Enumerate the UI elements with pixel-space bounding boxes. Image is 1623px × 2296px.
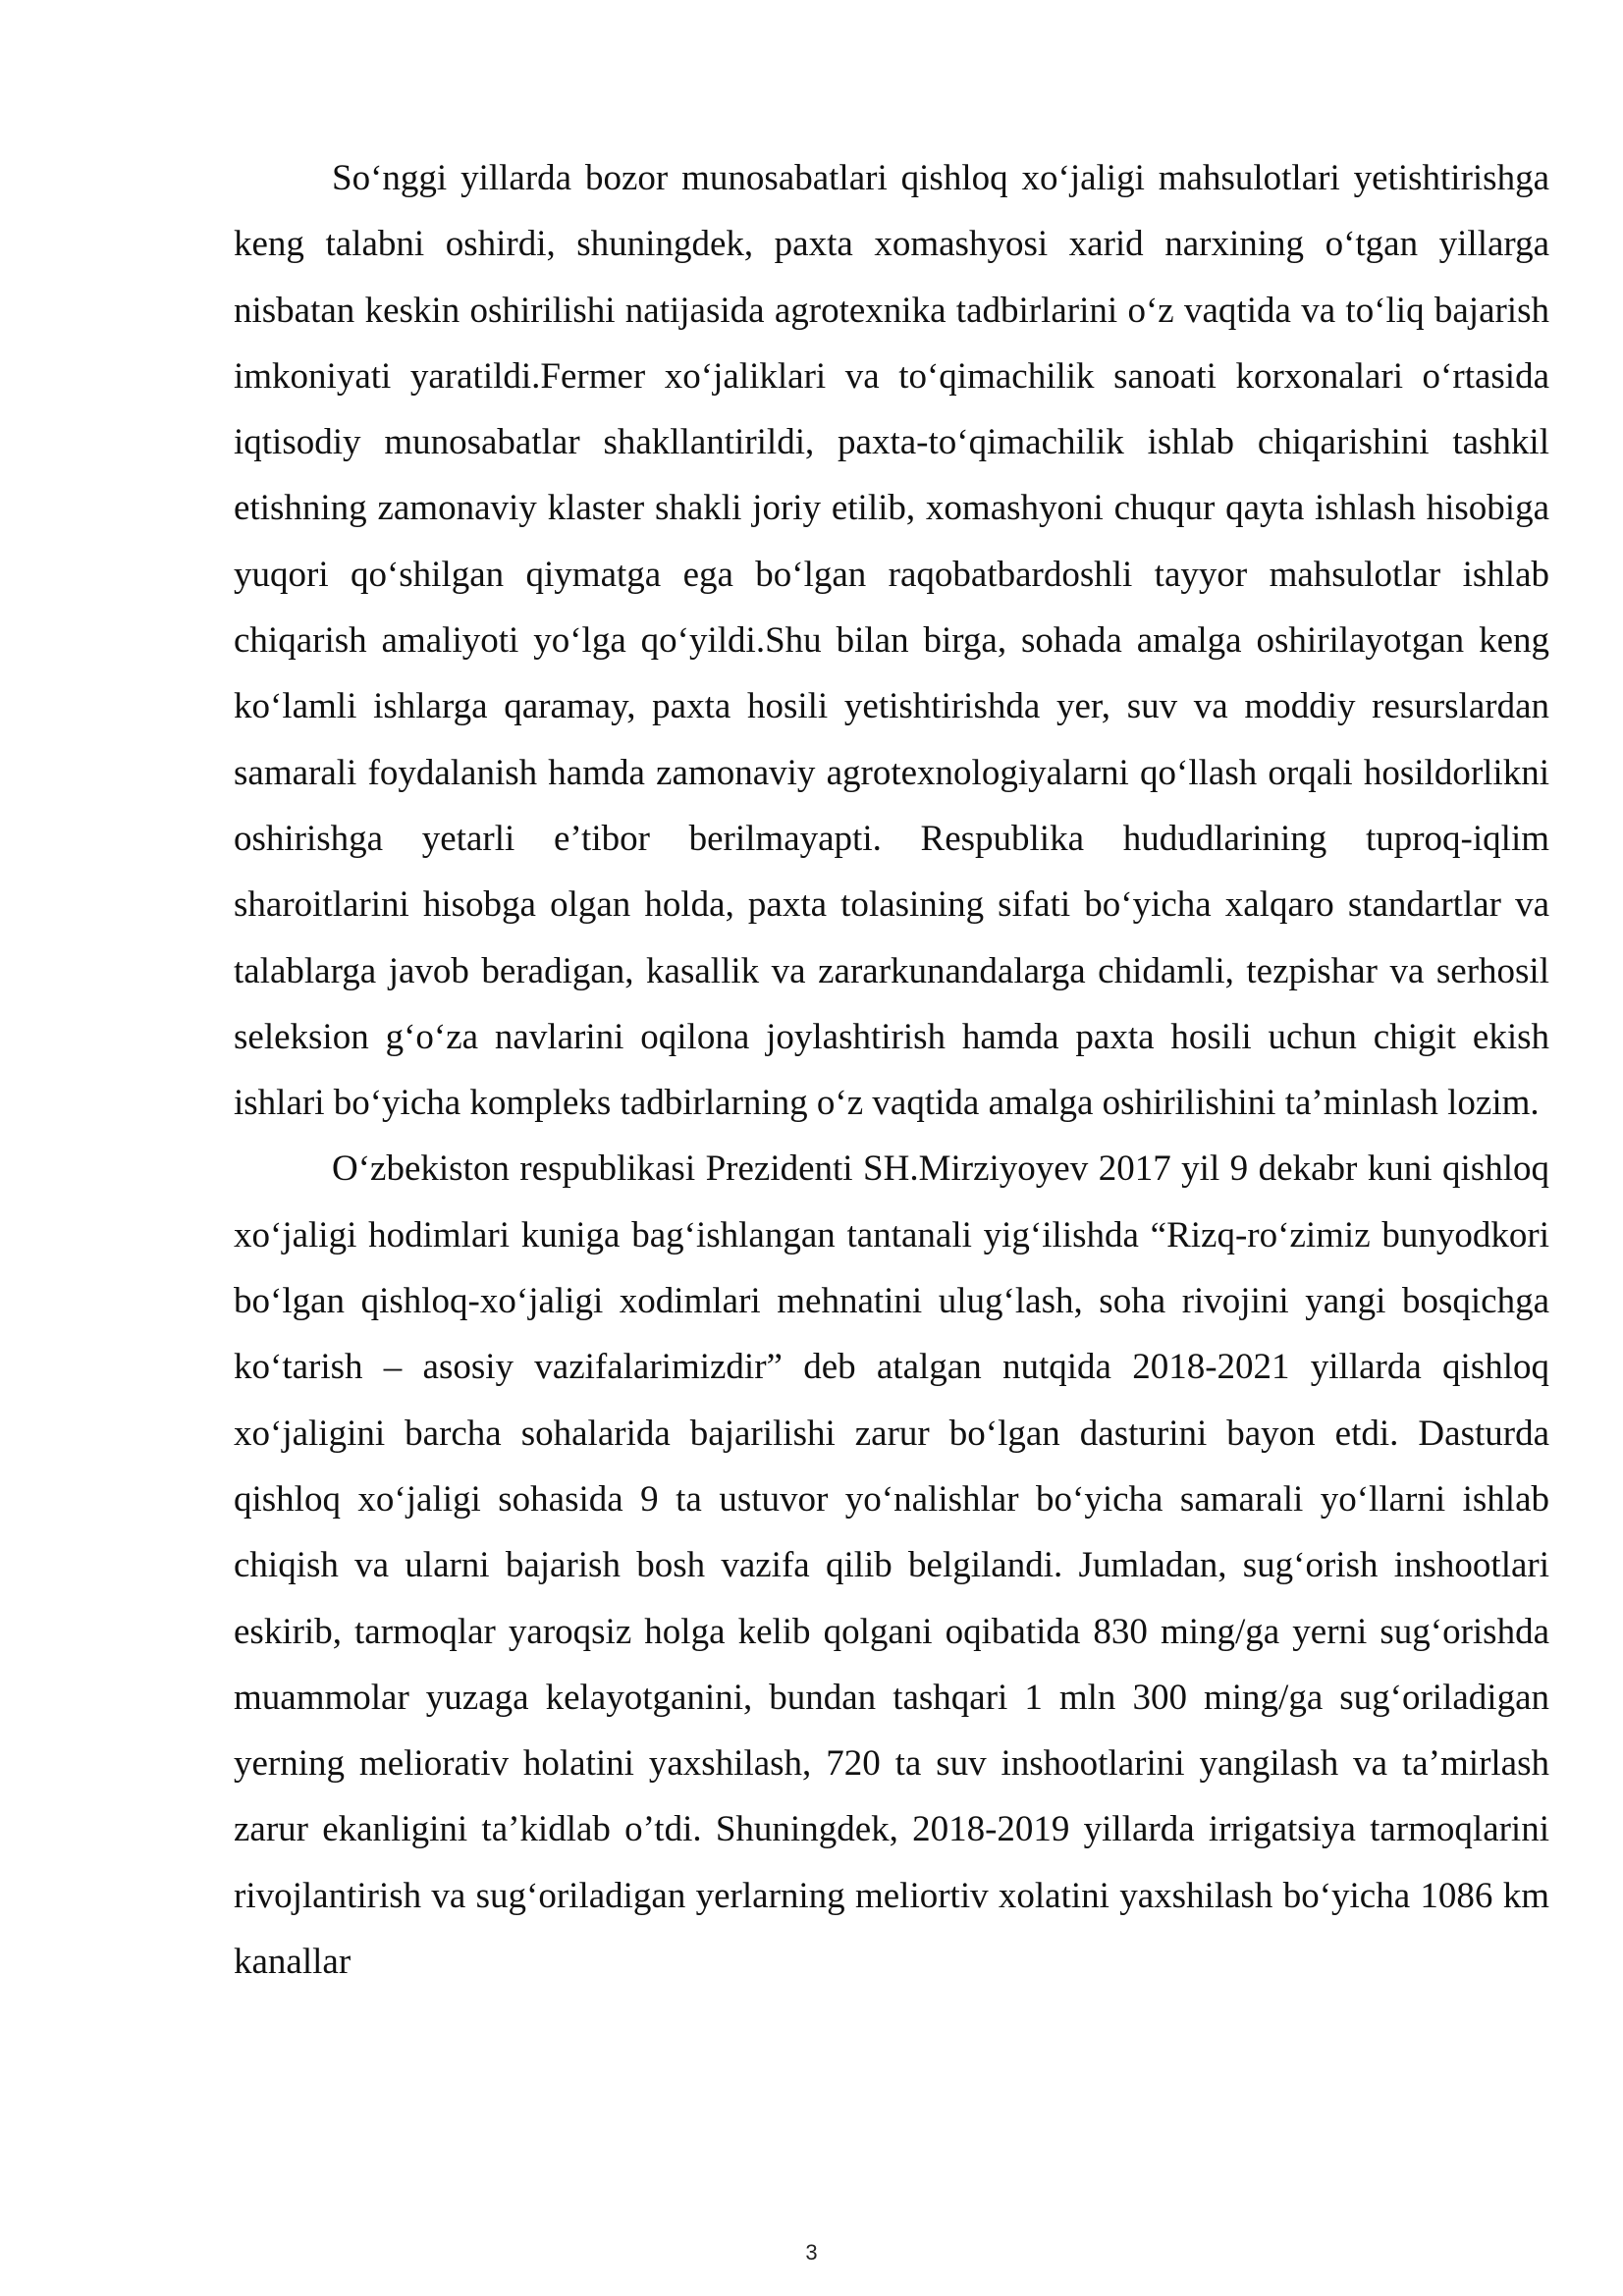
page-number: 3 [805, 2240, 818, 2265]
paragraph-1: So‘nggi yillarda bozor munosabatlari qishloq xo‘jaligi mahsulotlari yetishtirishga keng talabni oshirdi, shuningdek, paxta xomashyosi xarid narxining o‘tgan yillarga nisbatan keskin oshirilishi natijasida agrotexnika tadbirlarini o‘z vaqtida va to‘liq bajarish imkoniyati yaratildi.Fermer xo‘jaliklari va to‘qimachilik sanoati korxonalari o‘rtasida iqtisodiy munosabatlar shakllantirildi, paxta-to‘qimachilik ishlab chiqarishini tashkil etishning zamonaviy klaster shakli joriy etilib, xomashyoni chuqur qayta ishlash hisobiga yuqori qo‘shilgan qiymatga ega bo‘lgan raqobatbardoshli tayyor mahsulotlar ishlab chiqarish amaliyoti yo‘lga qo‘yildi.Shu bilan birga, sohada amalga oshirilayotgan keng ko‘lamli ishlarga qaramay, paxta hosili yetishtirishda yer, suv va moddiy resurslardan samarali foydalanish hamda zamonaviy agrotexnologiyalarni qo‘llash orqali hosildorlikni oshirishga yetarli e’tibor berilmayapti. Respublika hududlarining tuproq-iqlim sharoitlarini hisobga olgan holda, paxta tolasining sifati bo‘yicha xalqaro standartlar va talablarga javob beradigan, kasallik va zararkunandalarga chidamli, tezpishar va serhosil seleksion g‘o‘za navlarini oqilona joylashtirish hamda paxta hosili uchun chigit ekish ishlari bo‘yicha kompleks tadbirlarning o‘z vaqtida amalga oshirilishini ta’minlash lozim. [234, 158, 1549, 1124]
document-body [234, 145, 1549, 1995]
paragraph-2: O‘zbekiston respublikasi Prezidenti SH.Mirziyoyev 2017 yil 9 dekabr kuni qishloq xo‘jaligi hodimlari kuniga bag‘ishlangan tantanali yig‘ilishda “Rizq-ro‘zimiz bunyodkori bo‘lgan qishloq-xo‘jaligi xodimlari mehnatini ulug‘lash, soha rivojini yangi bosqichga ko‘tarish – asosiy vazifalarimizdir” deb atalgan nutqida 2018-2021 yillarda qishloq xo‘jaligini barcha sohalarida bajarilishi zarur bo‘lgan dasturini bayon etdi. Dasturda qishloq xo‘jaligi sohasida 9 ta ustuvor yo‘nalishlar bo‘yicha samarali yo‘llarni ishlab chiqish va ularni bajarish bosh vazifa qilib belgilandi. Jumladan, sug‘orish inshootlari eskirib, tarmoqlar yaroqsiz holga kelib qolgani oqibatida 830 ming/ga yerni sug‘orishda muammolar yuzaga kelayotganini, bundan tashqari 1 mln 300 ming/ga sug‘oriladigan yerning meliorativ holatini yaxshilash, 720 ta suv inshootlarini yangilash va ta’mirlash zarur ekanligini ta’kidlab o’tdi. Shuningdek, 2018-2019 yillarda irrigatsiya tarmoqlarini rivojlantirish va sug‘oriladigan yerlarning meliortiv xolatini yaxshilash bo‘yicha 1086 km kanallar [234, 1148, 1549, 1983]
